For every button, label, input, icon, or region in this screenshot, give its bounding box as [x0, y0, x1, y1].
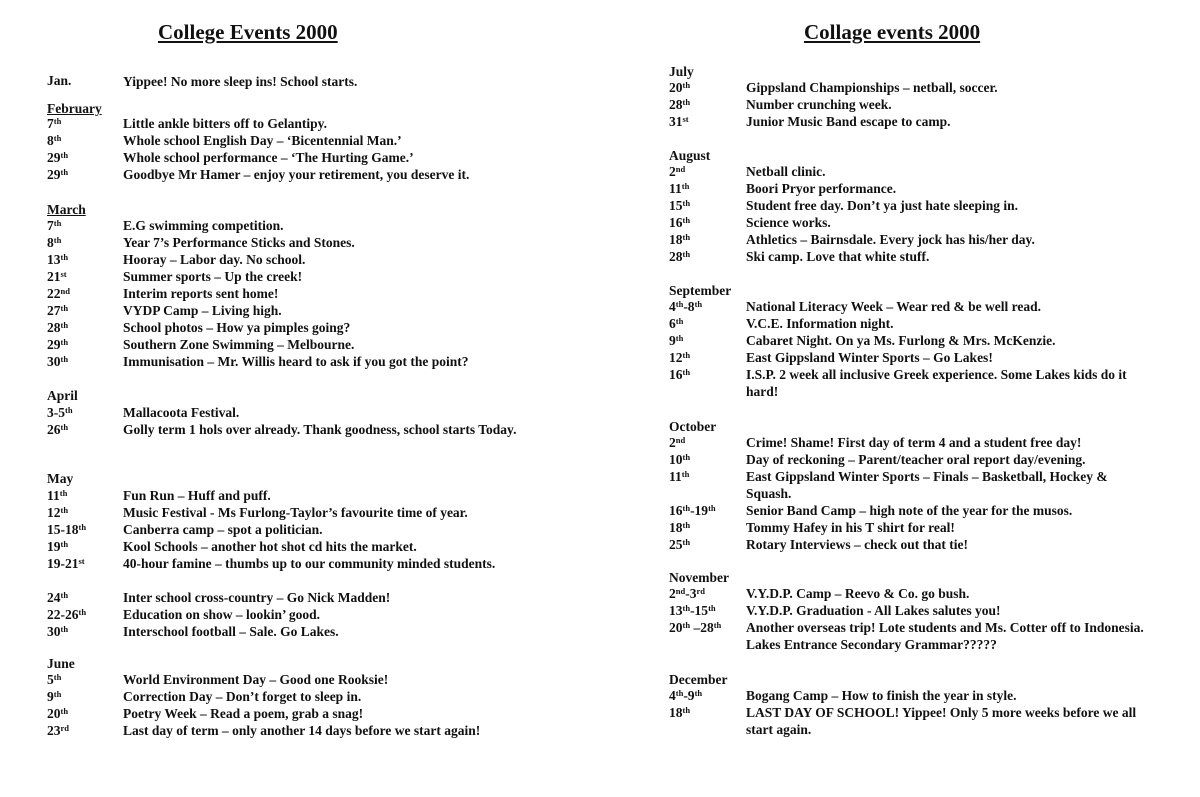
event-day: 10	[669, 452, 683, 467]
event-description: World Environment Day – Good one Rooksie!	[123, 672, 389, 687]
ordinal-suffix: th	[53, 672, 62, 682]
event-day: 9	[47, 689, 54, 704]
event-date	[47, 404, 73, 421]
event-description: Crime! Shame! First day of term 4 and a student free day!	[746, 435, 1082, 450]
event-description: Kool Schools – another hot shot cd hits the market.	[123, 539, 417, 554]
ordinal-suffix: th	[60, 706, 69, 716]
ordinal-suffix: th	[60, 303, 69, 313]
event-day: 20	[669, 620, 683, 635]
event-day: 7	[47, 218, 54, 233]
ordinal-suffix: th	[682, 350, 691, 360]
event-day: 19-21	[47, 556, 79, 571]
event-description: Correction Day – Don’t forget to sleep in.	[123, 689, 362, 704]
event-date	[669, 79, 690, 96]
month-label: October	[669, 419, 717, 434]
event-description: Interim reports sent home!	[123, 286, 279, 301]
event-description: Yippee! No more sleep ins! School starts.	[123, 74, 358, 89]
event-day: 15	[669, 198, 683, 213]
page-title: Collage events 2000	[804, 20, 981, 44]
ordinal-suffix: th	[60, 354, 69, 364]
event-description: Year 7’s Performance Sticks and Stones.	[123, 235, 355, 250]
event-date	[669, 197, 690, 214]
ordinal-suffix: th	[60, 505, 69, 515]
ordinal-suffix: th	[675, 333, 684, 343]
event-day: 27	[47, 303, 61, 318]
event-day: 19	[47, 539, 61, 554]
ordinal-suffix: nd	[675, 164, 686, 174]
event-description: Number crunching week.	[746, 97, 892, 112]
event-date	[47, 504, 68, 521]
event-date	[47, 166, 68, 183]
ordinal-suffix: th	[78, 522, 87, 532]
event-day: 13	[47, 252, 61, 267]
event-description: Ski camp. Love that white stuff.	[746, 249, 930, 264]
event-date	[47, 705, 68, 722]
ordinal-suffix: th	[60, 624, 69, 634]
event-date	[47, 538, 68, 555]
event-description: Netball clinic.	[746, 164, 826, 179]
ordinal-suffix: th	[53, 218, 62, 228]
event-description: V.C.E. Information night.	[746, 316, 894, 331]
ordinal-suffix: th	[682, 249, 691, 259]
event-date	[669, 451, 690, 468]
event-day: 12	[669, 350, 683, 365]
event-date	[47, 149, 68, 166]
event-description: East Gippsland Winter Sports – Go Lakes!	[746, 350, 993, 365]
event-description: Bogang Camp – How to finish the year in style.	[746, 688, 1017, 703]
event-description: Last day of term – only another 14 days before we start again!	[123, 723, 481, 738]
event-day: 8	[47, 133, 54, 148]
event-day: 15-18	[47, 522, 79, 537]
event-day: 16	[669, 215, 683, 230]
event-day: 5	[47, 672, 54, 687]
event-date	[47, 251, 68, 268]
event-date	[669, 704, 690, 721]
event-day: 13	[669, 603, 683, 618]
event-description: Senior Band Camp – high note of the year for the musos.	[746, 503, 1073, 518]
ordinal-suffix: th	[682, 367, 691, 377]
ordinal-suffix: th	[682, 503, 691, 513]
event-day: 16	[669, 503, 683, 518]
event-day: 26	[47, 422, 61, 437]
event-description: V.Y.D.P. Camp – Reevo & Co. go bush.	[746, 586, 970, 601]
event-date	[669, 585, 705, 602]
event-description: Whole school performance – ‘The Hurting Game.’	[123, 150, 414, 165]
event-date	[669, 519, 690, 536]
event-description: Whole school English Day – ‘Bicentennial Man.’	[123, 133, 402, 148]
event-date	[47, 623, 68, 640]
month-label: May	[47, 471, 74, 486]
event-date	[669, 248, 690, 265]
ordinal-suffix: th	[682, 215, 691, 225]
event-date	[47, 521, 86, 538]
event-description: Hooray – Labor day. No school.	[123, 252, 306, 267]
ordinal-suffix: th	[682, 198, 691, 208]
event-date	[47, 234, 61, 251]
event-description: East Gippsland Winter Sports – Finals – Basketball, Hockey & Squash.	[746, 469, 1108, 501]
event-description: Education on show – lookin’ good.	[123, 607, 321, 622]
event-day: 20	[47, 706, 61, 721]
event-day: 2	[669, 435, 676, 450]
page-title: College Events 2000	[158, 20, 338, 44]
ordinal-suffix: th	[682, 620, 691, 630]
event-date	[47, 132, 61, 149]
event-description: E.G swimming competition.	[123, 218, 284, 233]
event-date	[47, 336, 68, 353]
event-date	[47, 421, 68, 438]
event-date	[669, 315, 683, 332]
event-description: Inter school cross-country – Go Nick Madden!	[123, 590, 391, 605]
ordinal-suffix: th	[60, 320, 69, 330]
event-date	[669, 113, 689, 130]
event-date	[47, 319, 68, 336]
event-description: I.S.P. 2 week all inclusive Greek experience. Some Lakes kids do it hard!	[746, 367, 1127, 399]
event-description: School photos – How ya pimples going?	[123, 320, 351, 335]
event-date	[47, 555, 85, 572]
ordinal-suffix: th	[53, 133, 62, 143]
ordinal-suffix: th	[682, 520, 691, 530]
event-description: Junior Music Band escape to camp.	[746, 114, 951, 129]
event-date	[669, 619, 721, 636]
ordinal-suffix: th	[682, 537, 691, 547]
event-date	[47, 606, 86, 623]
event-description: Summer sports – Up the creek!	[123, 269, 303, 284]
event-day-end: –28	[690, 620, 714, 635]
ordinal-suffix: th	[53, 116, 62, 126]
ordinal-suffix: th	[60, 150, 69, 160]
event-description: Athletics – Bairnsdale. Every jock has his/her day.	[746, 232, 1035, 247]
event-description: Poetry Week – Read a poem, grab a snag!	[123, 706, 364, 721]
month-label: Jan.	[47, 73, 72, 88]
event-description: VYDP Camp – Living high.	[123, 303, 282, 318]
event-date	[47, 671, 61, 688]
event-day-end: -9	[683, 688, 695, 703]
event-description: Cabaret Night. On ya Ms. Furlong & Mrs. McKenzie.	[746, 333, 1056, 348]
event-description: Canberra camp – spot a politician.	[123, 522, 323, 537]
event-day: 9	[669, 333, 676, 348]
event-day: 4	[669, 299, 676, 314]
event-description: 40-hour famine – thumbs up to our community minded students.	[123, 556, 496, 571]
month-label: July	[669, 64, 694, 79]
ordinal-suffix: th	[60, 252, 69, 262]
event-day: 30	[47, 354, 61, 369]
event-day: 3-5	[47, 405, 65, 420]
event-description: Southern Zone Swimming – Melbourne.	[123, 337, 355, 352]
event-description: Boori Pryor performance.	[746, 181, 897, 196]
event-day: 28	[47, 320, 61, 335]
event-description: Day of reckoning – Parent/teacher oral report day/evening.	[746, 452, 1086, 467]
ordinal-suffix: th	[65, 405, 73, 415]
event-description: Little ankle bitters off to Gelantipy.	[123, 116, 327, 131]
event-day: 18	[669, 705, 683, 720]
event-date	[669, 298, 702, 315]
event-description: Interschool football – Sale. Go Lakes.	[123, 624, 339, 639]
ordinal-suffix: th	[60, 539, 69, 549]
ordinal-suffix: rd	[696, 586, 705, 596]
event-day: 29	[47, 150, 61, 165]
event-date	[47, 353, 68, 370]
event-date	[47, 268, 67, 285]
ordinal-suffix: rd	[60, 723, 69, 733]
ordinal-suffix: nd	[675, 586, 686, 596]
month-label: September	[669, 283, 732, 298]
ordinal-suffix: th	[713, 620, 722, 630]
event-date	[47, 589, 68, 606]
event-day: 2	[669, 586, 676, 601]
ordinal-suffix: th	[53, 689, 62, 699]
event-description: Mallacoota Festival.	[123, 405, 240, 420]
event-day: 31	[669, 114, 683, 129]
event-date	[669, 602, 716, 619]
event-description: Science works.	[746, 215, 831, 230]
event-day: 7	[47, 116, 54, 131]
event-day-end: -3	[685, 586, 697, 601]
event-description: Rotary Interviews – check out that tie!	[746, 537, 968, 552]
month-label: August	[669, 148, 711, 163]
event-date	[47, 217, 61, 234]
ordinal-suffix: st	[78, 556, 85, 566]
ordinal-suffix: th	[681, 181, 690, 191]
event-day: 18	[669, 520, 683, 535]
ordinal-suffix: th	[675, 688, 684, 698]
event-day-end: -8	[683, 299, 695, 314]
event-date	[669, 349, 690, 366]
ordinal-suffix: th	[708, 603, 716, 613]
month-label: April	[47, 388, 78, 403]
event-day: 20	[669, 80, 683, 95]
month-label: February	[47, 101, 102, 116]
event-date	[669, 332, 683, 349]
ordinal-suffix: th	[682, 97, 691, 107]
ordinal-suffix: th	[675, 299, 684, 309]
event-day: 16	[669, 367, 683, 382]
event-description: Another overseas trip! Lote students and Ms. Cotter off to Indonesia. Lakes Entrance Secondary Grammar?????	[746, 620, 1144, 652]
event-day: 22	[47, 286, 61, 301]
event-day: 29	[47, 337, 61, 352]
event-description: Goodbye Mr Hamer – enjoy your retirement, you deserve it.	[123, 167, 470, 182]
ordinal-suffix: st	[682, 114, 689, 124]
ordinal-suffix: th	[682, 603, 691, 613]
event-date	[669, 502, 716, 519]
event-day: 24	[47, 590, 61, 605]
ordinal-suffix: th	[694, 688, 703, 698]
ordinal-suffix: th	[60, 590, 69, 600]
ordinal-suffix: th	[60, 167, 69, 177]
event-day: 2	[669, 164, 676, 179]
ordinal-suffix: th	[682, 705, 691, 715]
event-day: 21	[47, 269, 61, 284]
event-day: 11	[669, 181, 682, 196]
event-day: 6	[669, 316, 676, 331]
event-day: 30	[47, 624, 61, 639]
event-date	[669, 687, 702, 704]
event-date	[669, 163, 685, 180]
event-day: 8	[47, 235, 54, 250]
event-date	[47, 487, 67, 504]
event-description: National Literacy Week – Wear red & be well read.	[746, 299, 1041, 314]
event-date	[47, 722, 69, 739]
event-description: Golly term 1 hols over already. Thank goodness, school starts Today.	[123, 422, 517, 437]
event-date	[47, 302, 68, 319]
event-description: V.Y.D.P. Graduation - All Lakes salutes you!	[746, 603, 1001, 618]
event-day: 28	[669, 97, 683, 112]
event-description: Student free day. Don’t ya just hate sleeping in.	[746, 198, 1019, 213]
month-label: November	[669, 570, 729, 585]
ordinal-suffix: nd	[60, 286, 70, 296]
month-label: December	[669, 672, 728, 687]
ordinal-suffix: th	[681, 469, 690, 479]
event-date	[669, 96, 690, 113]
ordinal-suffix: th	[60, 337, 69, 347]
event-date	[669, 366, 690, 383]
ordinal-suffix: nd	[675, 435, 686, 445]
event-day-end: -15	[690, 603, 709, 618]
event-date	[669, 434, 685, 451]
ordinal-suffix: th	[694, 299, 703, 309]
event-date	[47, 115, 61, 132]
event-date	[47, 688, 61, 705]
ordinal-suffix: th	[53, 235, 62, 245]
event-day: 28	[669, 249, 683, 264]
event-date	[669, 231, 690, 248]
event-day: 25	[669, 537, 683, 552]
event-date	[669, 214, 690, 231]
event-day: 22-26	[47, 607, 79, 622]
event-day: 11	[669, 469, 682, 484]
ordinal-suffix: th	[682, 452, 691, 462]
ordinal-suffix: th	[708, 503, 716, 513]
ordinal-suffix: th	[78, 607, 87, 617]
event-day: 23	[47, 723, 61, 738]
event-day: 29	[47, 167, 61, 182]
event-day: 12	[47, 505, 61, 520]
event-description: Tommy Hafey in his T shirt for real!	[746, 520, 955, 535]
event-day: 4	[669, 688, 676, 703]
ordinal-suffix: th	[682, 80, 691, 90]
event-description: Gippsland Championships – netball, soccer.	[746, 80, 998, 95]
ordinal-suffix: th	[682, 232, 691, 242]
event-day-end: -19	[690, 503, 709, 518]
month-label: June	[47, 656, 75, 671]
month-label: March	[47, 202, 86, 217]
event-date	[47, 285, 70, 302]
event-day: 11	[47, 488, 60, 503]
event-date	[669, 468, 689, 485]
event-description: Music Festival - Ms Furlong-Taylor’s favourite time of year.	[123, 505, 468, 520]
event-description: Immunisation – Mr. Willis heard to ask if you got the point?	[123, 354, 469, 369]
ordinal-suffix: th	[60, 422, 69, 432]
event-date	[669, 180, 689, 197]
ordinal-suffix: st	[60, 269, 67, 279]
event-description: Fun Run – Huff and puff.	[123, 488, 271, 503]
ordinal-suffix: th	[59, 488, 68, 498]
event-description: LAST DAY OF SCHOOL! Yippee! Only 5 more weeks before we all start again.	[746, 705, 1137, 737]
ordinal-suffix: th	[675, 316, 684, 326]
event-date	[669, 536, 690, 553]
event-day: 18	[669, 232, 683, 247]
